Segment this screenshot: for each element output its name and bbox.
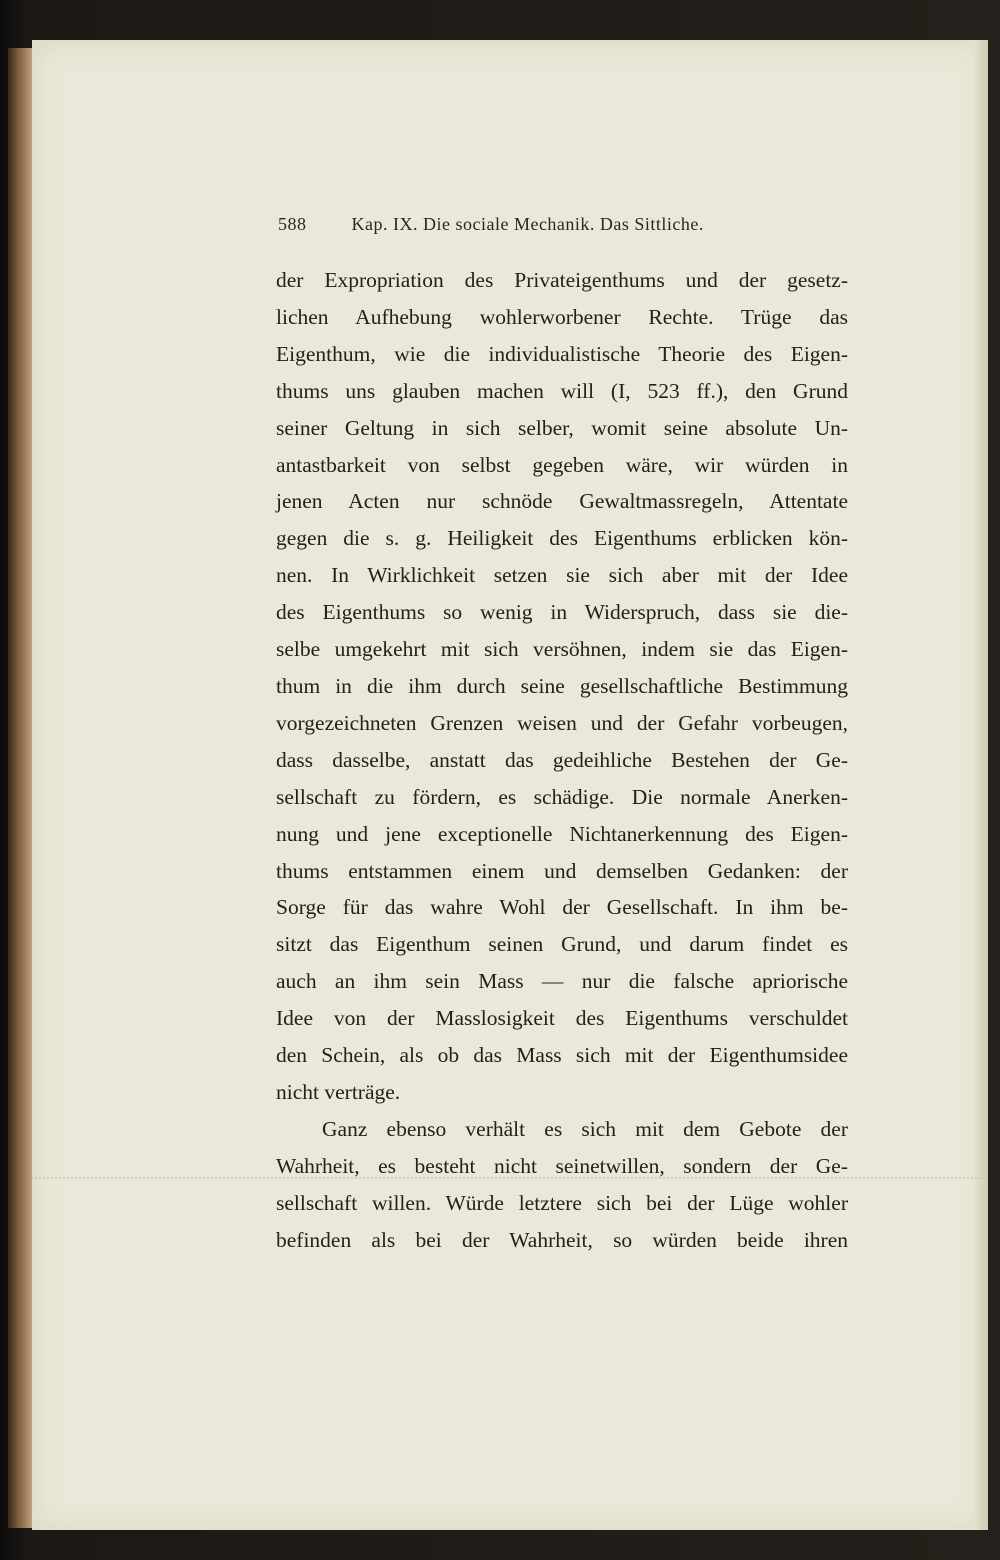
- text-line: auch an ihm sein Mass — nur die falsche apriorische: [276, 969, 848, 994]
- text-line: nicht verträge.: [276, 1079, 401, 1104]
- text-line: sellschaft willen. Würde letztere sich bei der Lüge wohler: [276, 1190, 848, 1215]
- text-line: vorgezeichneten Grenzen weisen und der Gefahr vorbeugen,: [276, 710, 848, 735]
- running-header: [278, 214, 758, 235]
- text-line: der Expropriation des Privateigenthums und der gesetz-: [276, 268, 848, 292]
- text-line: nung und jene exceptionelle Nichtanerkennung des Eigen-: [276, 821, 848, 846]
- text-line: nen. In Wirklichkeit setzen sie sich aber mit der Idee: [276, 563, 848, 588]
- text-line: thum in die ihm durch seine gesellschaftliche Bestimmung: [276, 673, 848, 698]
- text-line: Wahrheit, es besteht nicht seinetwillen, sondern der Ge-: [276, 1153, 848, 1178]
- text-line: jenen Acten nur schnöde Gewaltmassregeln, Attentate: [276, 489, 848, 514]
- text-line: selbe umgekehrt mit sich versöhnen, indem sie das Eigen-: [276, 637, 848, 662]
- page-edge: [974, 40, 988, 1530]
- text-line: thums entstammen einem und demselben Gedanken: der: [276, 858, 848, 883]
- text-line: lichen Aufhebung wohlerworbener Rechte. Trüge das: [276, 304, 848, 329]
- running-title: Kap. IX. Die sociale Mechanik. Das Sittliche.: [351, 214, 704, 234]
- text-line: Sorge für das wahre Wohl der Gesellschaft. In ihm be-: [276, 895, 848, 920]
- text-line: thums uns glauben machen will (I, 523 ff.), den Grund: [276, 378, 848, 403]
- text-line: sitzt das Eigenthum seinen Grund, und darum findet es: [276, 932, 848, 957]
- text-line: Idee von der Masslosigkeit des Eigenthums verschuldet: [276, 1006, 848, 1031]
- body-text: [276, 262, 848, 1258]
- text-line: Eigenthum, wie die individualistische Theorie des Eigen-: [276, 341, 848, 366]
- text-line: sellschaft zu fördern, es schädige. Die normale Anerken-: [276, 784, 848, 809]
- text-line: dass dasselbe, anstatt das gedeihliche Bestehen der Ge-: [276, 747, 848, 772]
- text-line: seiner Geltung in sich selber, womit seine absolute Un-: [276, 415, 848, 440]
- text-line: des Eigenthums so wenig in Widerspruch, dass sie die-: [276, 600, 848, 625]
- text-line: antastbarkeit von selbst gegeben wäre, wir würden in: [276, 452, 848, 477]
- text-line: befinden als bei der Wahrheit, so würden beide ihren: [276, 1227, 848, 1252]
- text-line: gegen die s. g. Heiligkeit des Eigenthums erblicken kön-: [276, 526, 848, 551]
- page-number: 588: [278, 214, 307, 234]
- text-line: den Schein, als ob das Mass sich mit der Eigenthumsidee: [276, 1043, 848, 1068]
- text-line: Ganz ebenso verhält es sich mit dem Gebote der: [322, 1116, 848, 1141]
